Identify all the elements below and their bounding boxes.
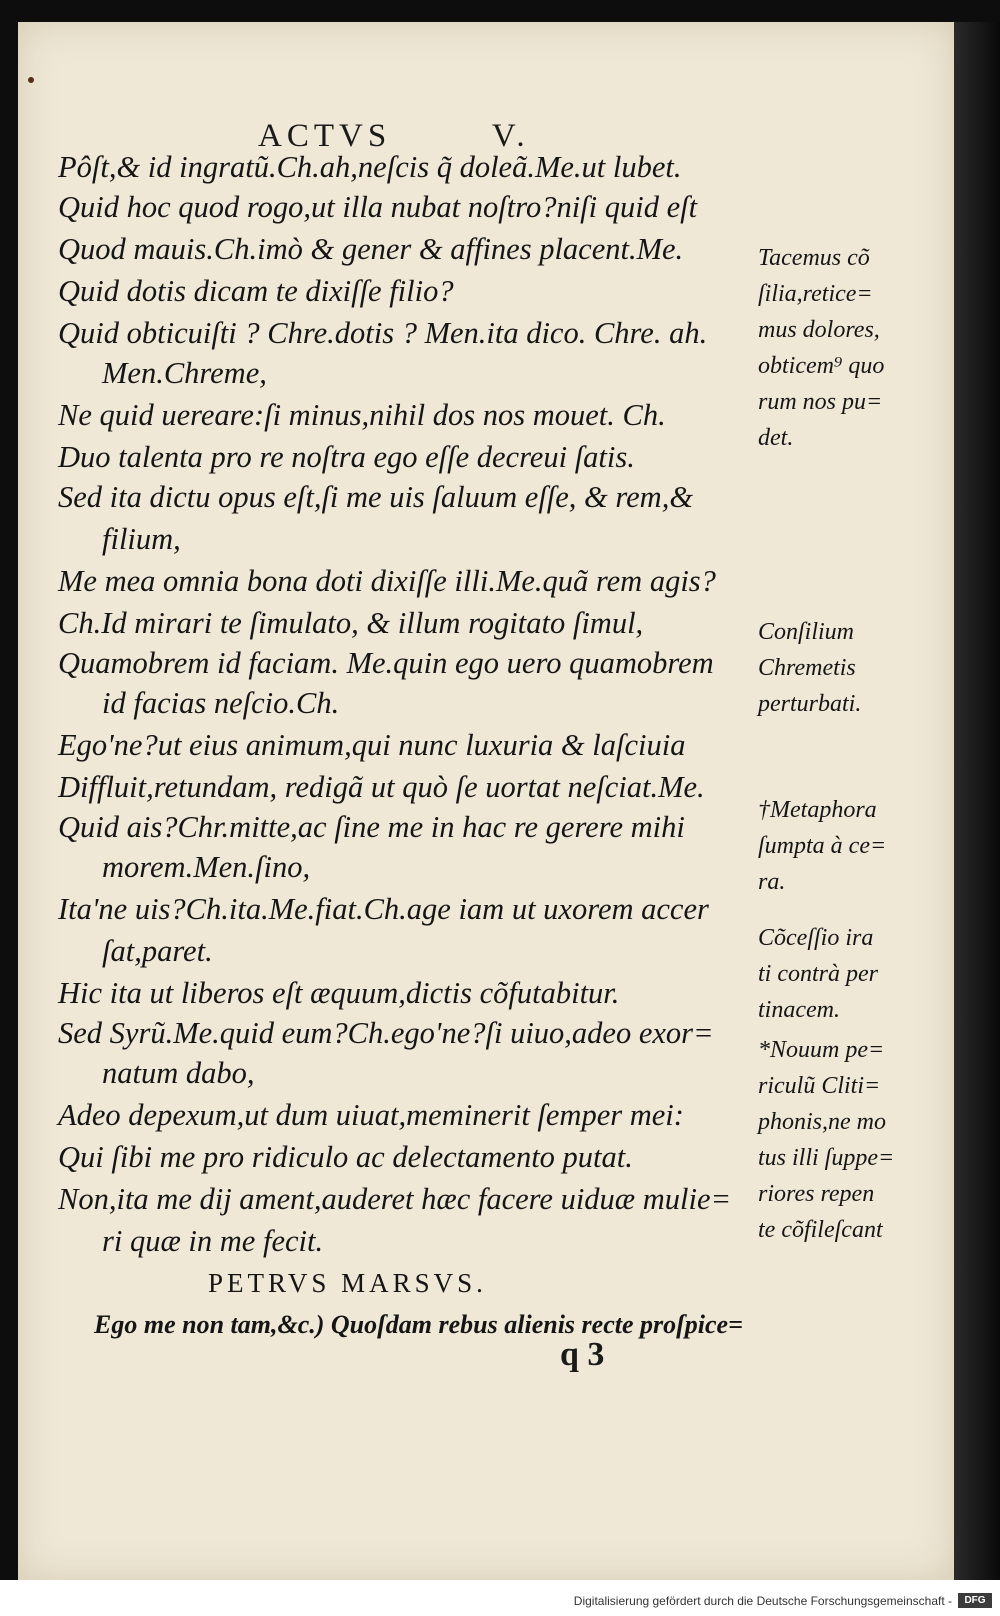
margin-note-line: ſumpta à ce= — [758, 833, 887, 859]
margin-note-line: tus illi ſuppe= — [758, 1145, 895, 1171]
margin-note-line: riculũ Cliti= — [758, 1073, 881, 1099]
margin-notes — [758, 920, 908, 1028]
margin-note-line: obticem⁹ quo — [758, 353, 885, 379]
margin-notes — [758, 240, 908, 456]
margin-note-line: mus dolores, — [758, 317, 880, 343]
text-line: Sed Syrũ.Me.quid eum?Ch.ego'ne?ſi uiuo,adeo exor= — [58, 1016, 714, 1050]
text-line: Pôſt,& id ingratũ.Ch.ah,neſcis q̃ doleã.Me.ut lubet. — [58, 150, 682, 184]
margin-note-line: phonis,ne mo — [758, 1109, 886, 1135]
margin-notes — [758, 792, 908, 900]
text-line: Non,ita me dij ament,auderet hæc facere uiduæ mulie= — [58, 1182, 732, 1216]
margin-note-line: ra. — [758, 869, 786, 895]
text-line: Quid ais?Chr.mitte,ac ſine me in hac re gerere mihi — [58, 810, 685, 844]
margin-note-line: riores repen — [758, 1181, 875, 1207]
text-line: ri quæ in me fecit. — [102, 1224, 324, 1258]
commentary-line: Ego me non tam,&c.) Quoſdam rebus alienis recte proſpice= — [94, 1310, 743, 1339]
margin-note-line: tinacem. — [758, 997, 840, 1023]
margin-note-line: Chremetis — [758, 655, 856, 681]
text-line: Ch.Id mirari te ſimulato, & illum rogitato ſimul, — [58, 606, 644, 640]
margin-note-line: Tacemus cõ — [758, 245, 870, 271]
text-line: Quid hoc quod rogo,ut illa nubat noſtro?niſi quid eſt — [58, 190, 698, 224]
footer-credit: Digitalisierung gefördert durch die Deutsche Forschungsgemeinschaft - — [573, 1594, 952, 1608]
text-line: id facias neſcio.Ch. — [102, 686, 340, 720]
margin-note-line: det. — [758, 425, 794, 451]
text-line: Me mea omnia bona doti dixiſſe illi.Me.quã rem agis? — [58, 564, 716, 598]
margin-notes — [758, 614, 908, 722]
margin-note-line: ſilia,retice= — [758, 281, 873, 307]
text-line: filium, — [102, 522, 181, 556]
text-line: Ne quid uereare:ſi minus,nihil dos nos mouet. Ch. — [58, 398, 666, 432]
margin-note-line: †Metaphora — [758, 797, 877, 823]
text-line: Sed ita dictu opus eſt,ſi me uis ſaluum eſſe, & rem,& — [58, 480, 694, 514]
text-line: Quamobrem id faciam. Me.quin ego uero quamobrem — [58, 646, 714, 680]
margin-note-line: ti contrà per — [758, 961, 878, 987]
signature-mark: q 3 — [560, 1336, 605, 1373]
text-line: Ita'ne uis?Ch.ita.Me.fiat.Ch.age iam ut uxorem accer — [58, 892, 709, 926]
text-line: Quod mauis.Ch.imò & gener & affines placent.Me. — [58, 232, 684, 266]
text-line: Quid obticuiſti ? Chre.dotis ? Men.ita dico. Chre. ah. — [58, 316, 708, 350]
dfg-logo: DFG — [958, 1593, 992, 1608]
footer-bar — [0, 1580, 1000, 1616]
section-heading: PETRVS MARSVS. — [208, 1268, 487, 1298]
text-line: ſat,paret. — [102, 934, 213, 968]
margin-note-line: Cõceſſio ira — [758, 925, 874, 951]
text-line: Quid dotis dicam te dixiſſe filio? — [58, 274, 454, 308]
margin-note-line: te cõfileſcant — [758, 1217, 883, 1243]
header-act: ACTVS — [258, 118, 392, 154]
header-number: V. — [491, 118, 530, 154]
text-line: Adeo depexum,ut dum uiuat,meminerit ſemper mei: — [58, 1098, 684, 1132]
text-line: Ego'ne?ut eius animum,qui nunc luxuria & laſciuia — [58, 728, 686, 762]
text-line: Hic ita ut liberos eſt æquum,dictis cõfutabitur. — [58, 976, 620, 1010]
text-line: morem.Men.ſino, — [102, 850, 311, 884]
text-line: natum dabo, — [102, 1056, 255, 1090]
text-line: Diffluit,retundam, redigã ut quò ſe uortat neſciat.Me. — [58, 770, 705, 804]
text-line: Qui ſibi me pro ridiculo ac delectamento putat. — [58, 1140, 633, 1174]
margin-note-line: perturbati. — [758, 691, 862, 717]
text-line: Duo talenta pro re noſtra ego eſſe decreui ſatis. — [58, 440, 635, 474]
margin-note-line: *Nouum pe= — [758, 1037, 885, 1063]
margin-note-line: rum nos pu= — [758, 389, 883, 415]
margin-notes — [758, 1032, 908, 1248]
ink-blot — [28, 77, 34, 83]
text-line: Men.Chreme, — [102, 356, 267, 390]
book-spine — [954, 22, 1000, 1580]
margin-note-line: Conſilium — [758, 619, 855, 645]
